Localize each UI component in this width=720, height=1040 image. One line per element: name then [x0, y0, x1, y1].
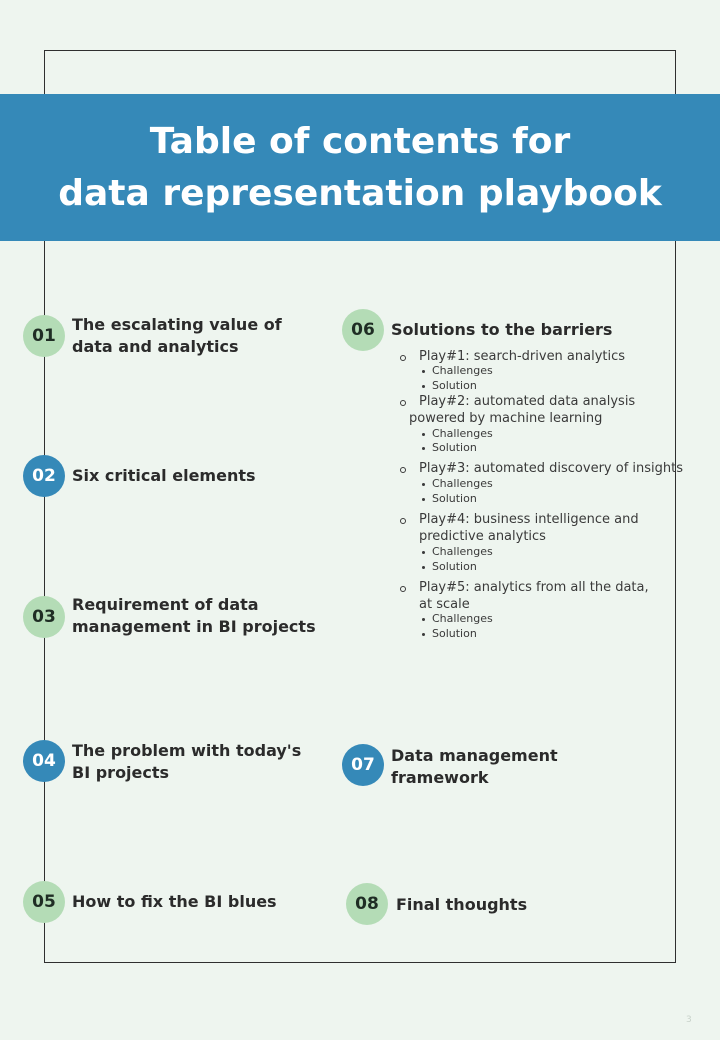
toc-item-07-line2: framework [391, 768, 489, 787]
toc-item-01-line1: The escalating value of [72, 315, 282, 334]
number-badge-08: 08 [346, 883, 388, 925]
number-badge-02: 02 [23, 455, 65, 497]
toc-item-07-line1: Data management [391, 746, 558, 765]
toc-item-03-line1: Requirement of data [72, 595, 259, 614]
bullet-dot [422, 370, 425, 373]
bullet-dot [422, 433, 425, 436]
bullet-ring [400, 518, 406, 524]
number-badge-01: 01 [23, 315, 65, 357]
bullet-ring [400, 355, 406, 361]
toc-item-07[interactable] [391, 745, 558, 789]
bullet-dot [422, 447, 425, 450]
number-badge-03: 03 [23, 596, 65, 638]
number-badge-04: 04 [23, 740, 65, 782]
play-5[interactable]: Play#5: analytics from all the data, [419, 580, 649, 595]
play-1[interactable]: Play#1: search-driven analytics [419, 349, 626, 364]
bullet-ring [400, 586, 406, 592]
play-3[interactable]: Play#3: automated discovery of insights [419, 461, 684, 476]
play-2-line2: powered by machine learning [409, 411, 603, 426]
play-1-challenges[interactable]: Challenges [432, 364, 493, 377]
toc-item-03[interactable] [72, 594, 316, 638]
play-4[interactable]: Play#4: business intelligence and [419, 512, 639, 527]
bullet-dot [422, 566, 425, 569]
toc-item-06[interactable] [391, 319, 612, 341]
toc-item-03-line2: management in BI projects [72, 617, 316, 636]
toc-item-08[interactable] [396, 894, 527, 916]
toc-item-06-line1: Solutions to the barriers [391, 320, 613, 339]
play-2-solution[interactable]: Solution [432, 441, 477, 454]
page-number: 3 [686, 1015, 692, 1025]
bullet-dot [422, 618, 425, 621]
bullet-dot [422, 551, 425, 554]
play-3-challenges[interactable]: Challenges [432, 477, 493, 490]
play-2-challenges[interactable]: Challenges [432, 427, 493, 440]
number-badge-06: 06 [342, 309, 384, 351]
page-title [58, 116, 662, 220]
play-4-solution[interactable]: Solution [432, 560, 477, 573]
toc-item-01-line2: data and analytics [72, 337, 239, 356]
play-5-line2: at scale [419, 597, 470, 612]
number-badge-05: 05 [23, 881, 65, 923]
play-4-line2: predictive analytics [419, 529, 546, 544]
toc-item-04[interactable] [72, 740, 301, 784]
toc-item-05[interactable] [72, 891, 277, 913]
toc-item-04-line1: The problem with today's [72, 741, 302, 760]
play-3-solution[interactable]: Solution [432, 492, 477, 505]
bullet-dot [422, 483, 425, 486]
toc-item-02-line1: Six critical elements [72, 466, 256, 485]
toc-item-01[interactable] [72, 314, 282, 358]
toc-item-05-line1: How to fix the BI blues [72, 892, 277, 911]
bullet-ring [400, 467, 406, 473]
play-5-challenges[interactable]: Challenges [432, 612, 493, 625]
play-2[interactable]: Play#2: automated data analysis [419, 394, 636, 409]
play-1-solution[interactable]: Solution [432, 379, 477, 392]
title-line-1: Table of contents for [149, 120, 571, 162]
toc-item-08-line1: Final thoughts [396, 895, 528, 914]
number-badge-07: 07 [342, 744, 384, 786]
bullet-dot [422, 498, 425, 501]
bullet-dot [422, 385, 425, 388]
title-line-2: data representation playbook [58, 172, 662, 214]
play-4-challenges[interactable]: Challenges [432, 545, 493, 558]
bullet-ring [400, 400, 406, 406]
toc-item-04-line2: BI projects [72, 763, 170, 782]
play-5-solution[interactable]: Solution [432, 627, 477, 640]
toc-item-02[interactable] [72, 465, 256, 487]
bullet-dot [422, 633, 425, 636]
title-banner [0, 94, 720, 241]
